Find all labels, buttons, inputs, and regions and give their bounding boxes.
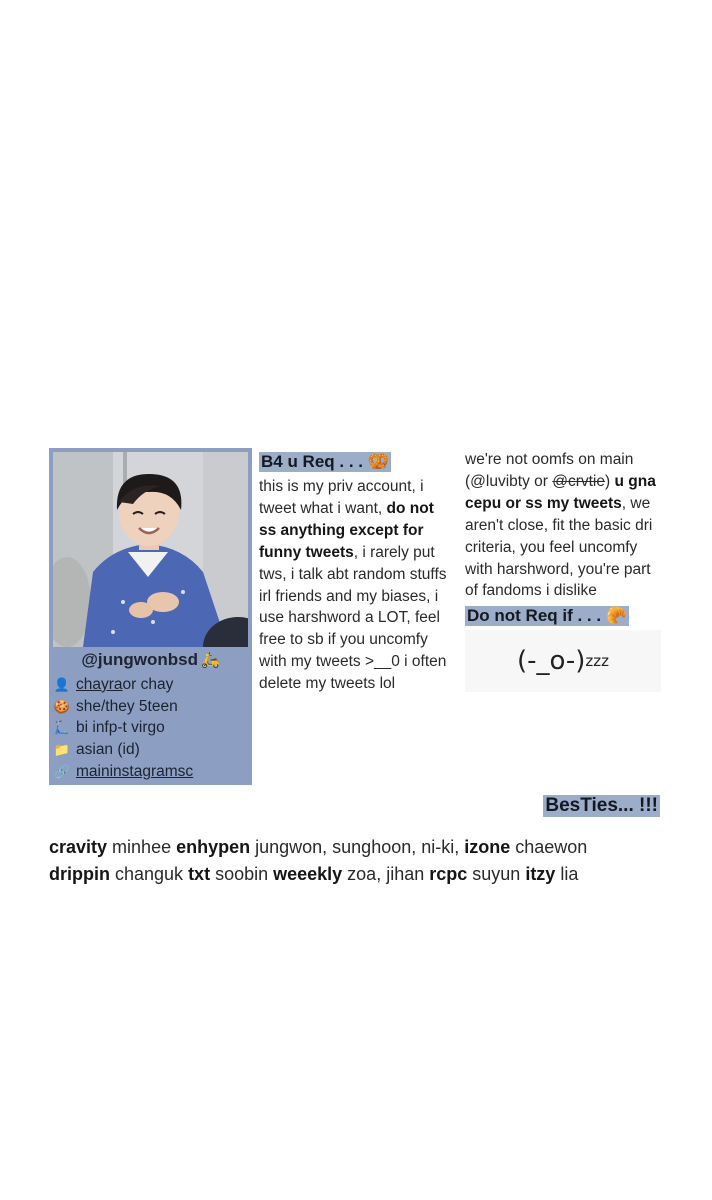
not-oomf-text <box>465 449 665 602</box>
before-request-heading: B4 u Req . . . 🥨 <box>261 452 389 471</box>
member-names: jungwon, sunghoon, ni-ki, <box>250 837 465 857</box>
besties-section <box>543 795 660 817</box>
before-request-bold: do not ss anything except for funny tweets <box>259 499 434 561</box>
profile-link[interactable]: main <box>76 763 110 781</box>
scooter-icon: 🛴 <box>53 720 71 736</box>
profile-info-row <box>52 761 250 783</box>
cookie-icon: 🍪 <box>53 698 71 714</box>
group-name: weeekly <box>273 864 343 884</box>
do-not-request-heading: Do not Req if . . . 🥐 <box>467 606 627 626</box>
kaomoji-sticker <box>465 630 661 692</box>
profile-info-row <box>52 696 250 718</box>
profile-handle <box>49 650 252 670</box>
handle-text: @jungwonbsd <box>81 650 198 669</box>
group-name: izone <box>464 837 511 857</box>
group-name: cravity <box>49 837 108 857</box>
profile-info-text: bi infp-t virgo <box>76 719 165 737</box>
scooter-icon: 🛵 <box>200 652 220 669</box>
profile-info-text: she/they 5teen <box>76 697 178 715</box>
member-names: suyun <box>467 864 526 884</box>
member-names: zoa, jihan <box>342 864 430 884</box>
group-name: enhypen <box>176 837 251 857</box>
link-icon: 🔗 <box>53 764 71 780</box>
not-oomf-text-2: ) <box>605 472 615 490</box>
besties-row <box>49 861 669 888</box>
before-request-text <box>259 476 455 695</box>
besties-row <box>49 834 669 861</box>
not-oomf-text-1: we're not oomfs on main (@luvibty or <box>465 451 634 490</box>
folder-icon: 📁 <box>53 742 71 758</box>
group-name: rcpc <box>429 864 468 884</box>
profile-info-text: asian (id) <box>76 741 140 759</box>
group-name: drippin <box>49 864 110 884</box>
member-names: minhee <box>107 837 177 857</box>
member-names: chaewon <box>510 837 588 857</box>
profile-info-row <box>52 718 250 740</box>
besties-list <box>49 834 669 888</box>
before-request-text-2: , i rarely put tws, i talk abt random stuffs irl friends and my biases, i use harshword a LOT, feel free to sb if you uncomfy with my tweets >__0 i often delete my tweets lol <box>259 543 447 693</box>
group-name: txt <box>188 864 211 884</box>
member-names: lia <box>555 864 579 884</box>
profile-info-list <box>52 674 250 783</box>
profile-link[interactable]: instagram <box>109 763 178 781</box>
not-oomf-section <box>465 449 665 692</box>
profile-card <box>49 448 252 785</box>
profile-photo <box>53 452 248 647</box>
group-name: itzy <box>525 864 556 884</box>
profile-info-row <box>52 739 250 761</box>
member-names: soobin <box>210 864 274 884</box>
member-names: changuk <box>110 864 189 884</box>
profile-info-text: or chay <box>122 675 174 693</box>
kaomoji: (-_o-) <box>516 646 586 677</box>
zzz-text: zzz <box>585 652 610 671</box>
not-oomf-strike: @crvtie <box>552 472 606 490</box>
before-request-text-1: this is my priv account, i tweet what i want, <box>259 478 424 517</box>
profile-info-row <box>52 674 250 696</box>
person-icon: 👤 <box>53 676 71 692</box>
profile-link[interactable]: chayra <box>76 675 123 693</box>
profile-link[interactable]: sc <box>177 763 194 781</box>
besties-heading: BesTies... !!! <box>545 795 658 816</box>
not-oomf-text-3: , we aren't close, fit the basic dri criteria, you feel uncomfy with harshword, you're part of fandoms i dislike <box>465 494 653 600</box>
before-request-section <box>259 452 455 695</box>
not-oomf-bold: u gna cepu or ss my tweets <box>465 472 656 512</box>
